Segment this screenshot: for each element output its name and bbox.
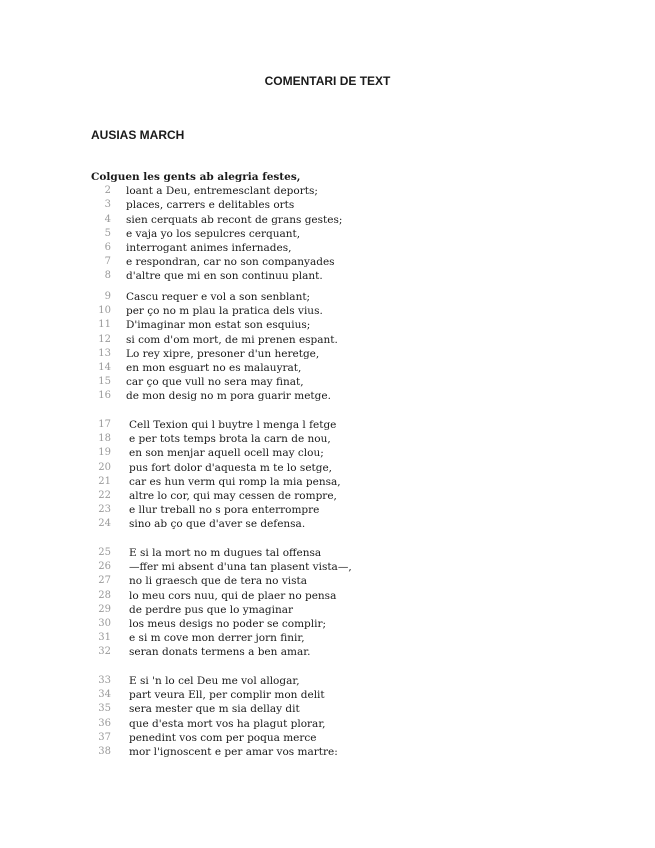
line-number: 25 bbox=[98, 547, 111, 558]
poem-first-line: Colguen les gents ab alegria festes, bbox=[91, 171, 301, 183]
poem-line: —ffer mi absent d'una tan plasent vista—, bbox=[129, 561, 352, 574]
poem-line: si com d'om mort, de mi prenen espant. bbox=[126, 333, 338, 346]
poem-line: e vaja yo los sepulcres cerquant, bbox=[126, 227, 301, 240]
line-number: 10 bbox=[98, 305, 111, 317]
poem-line: seran donats termens a ben amar. bbox=[129, 646, 311, 659]
line-number: 8 bbox=[104, 270, 111, 282]
line-number: 23 bbox=[98, 504, 111, 516]
line-number: 13 bbox=[98, 347, 111, 359]
poem-line: no li graesch que de tera no vista bbox=[129, 575, 307, 588]
line-number: 5 bbox=[104, 227, 111, 239]
poem-line: de perdre pus que lo ymaginar bbox=[129, 603, 294, 616]
line-number: 31 bbox=[98, 632, 111, 644]
poem-line: D'imaginar mon estat son esquius; bbox=[126, 319, 311, 332]
line-number: 28 bbox=[98, 589, 111, 601]
poem-line: per ço no m plau la pratica dels vius. bbox=[126, 305, 323, 318]
line-number: 24 bbox=[98, 518, 111, 530]
poem-line: altre lo cor, qui may cessen de rompre, bbox=[129, 490, 337, 502]
line-number: 19 bbox=[98, 447, 111, 459]
line-number: 2 bbox=[104, 185, 111, 197]
line-number: 20 bbox=[98, 461, 111, 473]
poem-line: sera mester que m sia dellay dit bbox=[129, 703, 300, 716]
line-number: 21 bbox=[98, 475, 111, 487]
line-number: 15 bbox=[98, 376, 111, 388]
line-number: 26 bbox=[98, 561, 111, 573]
poem-line: sino ab ço que d'aver se defensa. bbox=[129, 518, 306, 531]
poem-line: Cell Texion qui l buytre l menga l fetge bbox=[129, 419, 337, 431]
poem-line: e si m cove mon derrer jorn finir, bbox=[129, 632, 305, 645]
poem-line: e respondran, car no son companyades bbox=[126, 256, 335, 269]
line-number: 27 bbox=[98, 575, 111, 587]
line-number: 37 bbox=[98, 731, 111, 743]
poem-line: e per tots temps brota la carn de nou, bbox=[129, 433, 331, 446]
poem-line: E si 'n lo cel Deu me vol allogar, bbox=[129, 675, 300, 687]
author-name: AUSIAS MARCH bbox=[91, 128, 185, 142]
poem-line: places, carrers e delitables orts bbox=[126, 199, 295, 212]
line-number: 7 bbox=[104, 256, 111, 268]
poem-line: Lo rey xipre, presoner d'un heretge, bbox=[126, 347, 320, 360]
poem-line: Cascu requer e vol a son senblant; bbox=[126, 291, 311, 303]
poem-line: sien cerquats ab recont de grans gestes; bbox=[126, 213, 343, 226]
line-number: 22 bbox=[98, 490, 111, 501]
poem-line: interrogant animes infernades, bbox=[126, 242, 292, 254]
poem-line: pus fort dolor d'aquesta m te lo setge, bbox=[129, 461, 333, 474]
line-number: 34 bbox=[98, 689, 111, 701]
poem-line: loant a Deu, entremesclant deports; bbox=[126, 185, 318, 198]
document-heading: COMENTARI DE TEXT bbox=[264, 74, 391, 88]
poem-line: d'altre que mi en son continuu plant. bbox=[126, 270, 323, 283]
line-number: 30 bbox=[98, 618, 111, 629]
poem-line: E si la mort no m dugues tal offensa bbox=[129, 547, 322, 559]
line-number: 35 bbox=[98, 703, 111, 715]
poem-line: e llur treball no s pora enterrompre bbox=[129, 504, 320, 517]
poem-line: que d'esta mort vos ha plagut plorar, bbox=[129, 717, 326, 730]
line-number: 9 bbox=[104, 291, 111, 302]
line-number: 17 bbox=[98, 419, 111, 430]
line-number: 4 bbox=[104, 213, 111, 225]
line-number: 16 bbox=[98, 390, 111, 402]
line-number: 32 bbox=[98, 646, 111, 658]
line-number: 12 bbox=[98, 333, 111, 345]
line-number: 33 bbox=[98, 675, 111, 686]
poem-line: de mon desig no m pora guarir metge. bbox=[126, 390, 331, 403]
line-number: 3 bbox=[104, 199, 111, 211]
poem-line: en mon esguart no es malauyrat, bbox=[126, 362, 302, 374]
poem-line: en son menjar aquell ocell may clou; bbox=[129, 447, 324, 460]
line-number: 18 bbox=[98, 433, 111, 445]
line-number: 36 bbox=[98, 717, 111, 729]
poem-line: lo meu cors nuu, qui de plaer no pensa bbox=[129, 589, 337, 602]
line-number: 14 bbox=[98, 362, 111, 373]
poem-line: car es hun verm qui romp la mia pensa, bbox=[129, 475, 341, 488]
poem-line: penedint vos com per poqua merce bbox=[129, 731, 317, 744]
poem-line: los meus desigs no poder se complir; bbox=[129, 618, 327, 630]
poem-line: part veura Ell, per complir mon delit bbox=[129, 689, 325, 702]
line-number: 29 bbox=[98, 603, 111, 615]
poem-line: mor l'ignoscent e per amar vos martre: bbox=[129, 746, 338, 758]
line-number: 11 bbox=[98, 319, 111, 331]
line-number: 38 bbox=[98, 746, 111, 757]
line-number: 6 bbox=[104, 242, 111, 253]
poem-line: car ço que vull no sera may finat, bbox=[126, 376, 304, 389]
